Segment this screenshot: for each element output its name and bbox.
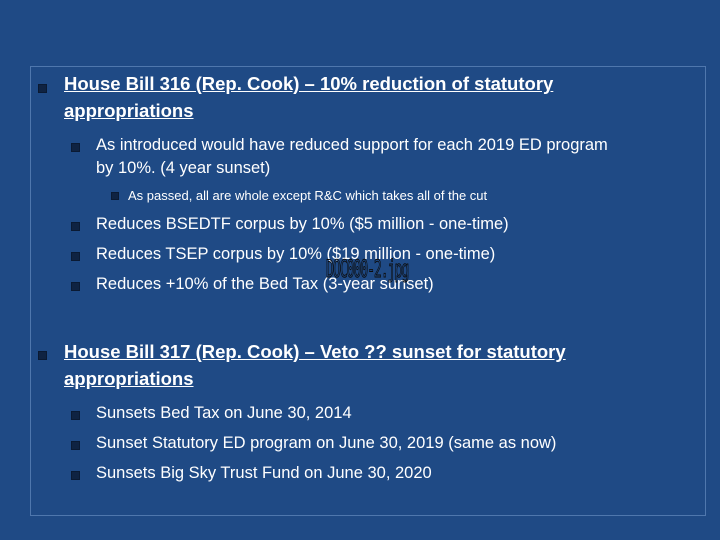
filename-watermark: DOC000-2.jpg xyxy=(326,255,409,283)
bullet-icon xyxy=(38,351,47,360)
bill-317-item-3: Sunsets Big Sky Trust Fund on June 30, 2020 xyxy=(96,464,432,482)
bullet-icon xyxy=(71,252,80,261)
bill-316-item-5: Reduces +10% of the Bed Tax (3-year sunset) xyxy=(96,275,434,293)
bullet-icon xyxy=(71,143,80,152)
bullet-icon xyxy=(71,471,80,480)
bill-316-title-line1: House Bill 316 (Rep. Cook) – 10% reduction of statutory xyxy=(64,73,554,94)
bullet-icon xyxy=(111,192,119,200)
bill-316-item-4: Reduces TSEP corpus by 10% ($19 million - one-time) xyxy=(96,245,496,263)
bullet-icon xyxy=(71,441,80,450)
bill-317-item-1: Sunsets Bed Tax on June 30, 2014 xyxy=(96,404,352,422)
bill-316-item-1-line1: As introduced would have reduced support for each 2019 ED program xyxy=(96,136,608,154)
bill-316-title-line2: appropriations xyxy=(64,100,194,121)
bill-317-title-line1: House Bill 317 (Rep. Cook) – Veto ?? sunset for statutory xyxy=(64,341,566,362)
bullet-icon xyxy=(71,411,80,420)
bullet-icon xyxy=(71,282,80,291)
bill-317-title-line2: appropriations xyxy=(64,368,194,389)
bullet-icon xyxy=(38,84,47,93)
bill-316-item-2: As passed, all are whole except R&C which takes all of the cut xyxy=(128,188,488,203)
bill-317-item-2: Sunset Statutory ED program on June 30, 2019 (same as now) xyxy=(96,434,557,452)
bill-316-item-1-line2: by 10%. (4 year sunset) xyxy=(96,159,271,177)
bill-316-item-3: Reduces BSEDTF corpus by 10% ($5 million - one-time) xyxy=(96,215,509,233)
bullet-icon xyxy=(71,222,80,231)
